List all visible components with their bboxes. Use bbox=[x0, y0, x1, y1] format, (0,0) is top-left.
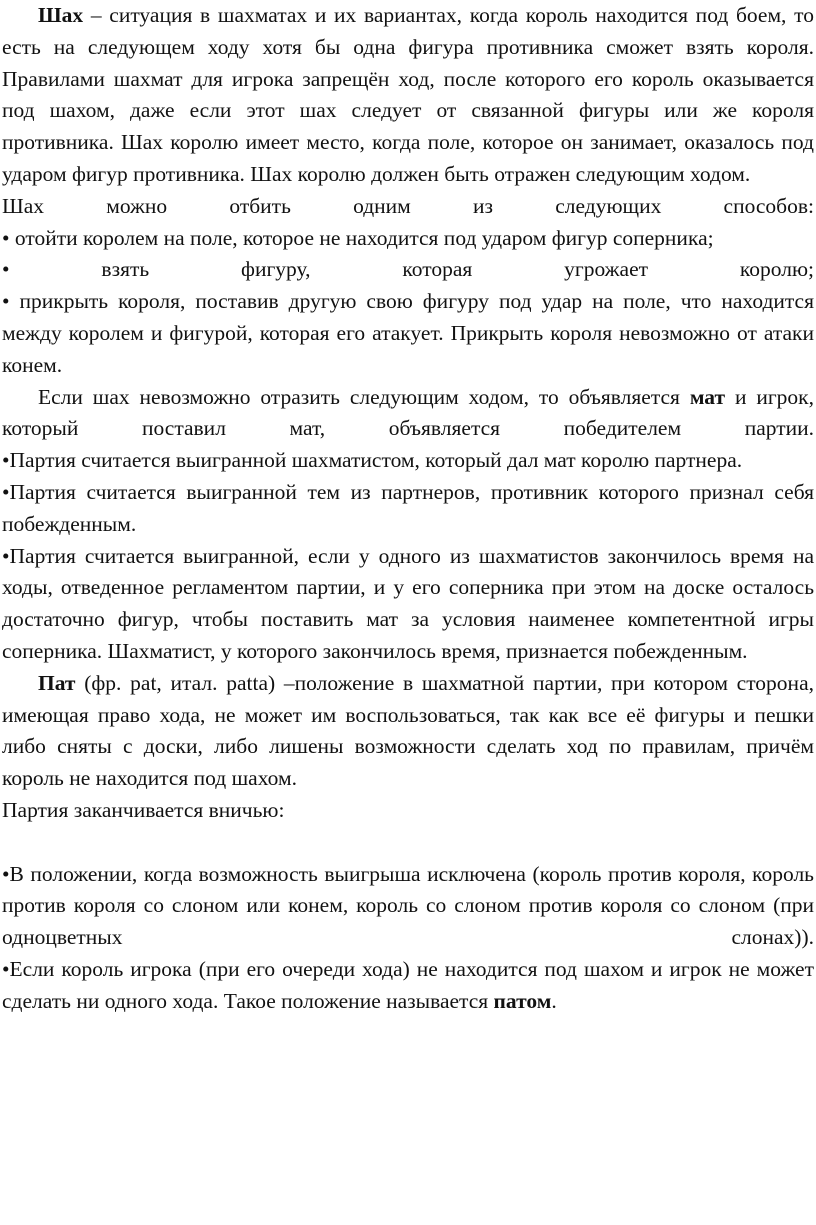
check-term: Шах bbox=[38, 3, 84, 27]
draw-rule-2-end: . bbox=[551, 988, 557, 1013]
mate-definition bbox=[2, 382, 814, 446]
draw-rule-1: •В положении, когда возможность выигрыша исключена (король против короля, король против короля со слоном или конем, король со слоном против короля со слоном (при одноцветных слонах)). bbox=[2, 861, 814, 950]
draw-rule-2-text: •Если король игрока (при его очереди хода) не находится под шахом и игрок не может сделать ни одного хода. Такое положение называется bbox=[2, 956, 814, 1013]
mate-term: мат bbox=[689, 384, 726, 409]
check-way-1: • отойти королем на поле, которое не находится под ударом фигур соперника; bbox=[2, 225, 714, 250]
mate-intro-before: Если шах невозможно отразить следующим ходом, то объявляется bbox=[38, 384, 690, 409]
check-definition-text: – ситуация в шахматах и их вариантах, когда король находится под боем, то есть на следующем ходу хотя бы одна фигура противника сможет взять короля. Правилами шахмат для игрока запрещён ход, после которого его король оказывается под шахом, даже если этот шах следует от связанной фигуры или же короля противника. Шах королю имеет место, когда поле, которое он занимает, оказалось под ударом фигур противника. Шах королю должен быть отражен следующим ходом. bbox=[2, 3, 814, 186]
check-ways-intro: Шах можно отбить одним из следующих способов: bbox=[2, 193, 814, 218]
stalemate-term-bold: патом bbox=[493, 988, 552, 1013]
mate-rule-2: •Партия считается выигранной тем из партнеров, противник которого признал себя побежденным. bbox=[2, 479, 814, 536]
draw-rule-2 bbox=[2, 954, 814, 1018]
draw-intro: Партия заканчивается вничью: bbox=[2, 797, 285, 822]
stalemate-term: Пат bbox=[38, 670, 76, 695]
check-way-3: • прикрыть короля, поставив другую свою фигуру под удар на поле, что находится между королем и фигурой, которая его атакует. Прикрыть короля невозможно от атаки конем. bbox=[2, 289, 814, 377]
mate-rule-3: •Партия считается выигранной, если у одного из шахматистов закончилось время на ходы, отведенное регламентом партии, и у его соперника при этом на доске осталось достаточно фигур, чтобы поставить мат за условия наименее компетентной игры соперника. Шахматист, у которого закончилось время, признается побежденным. bbox=[2, 543, 814, 663]
stalemate-definition bbox=[2, 668, 814, 795]
check-definition bbox=[2, 0, 814, 191]
mate-intro-after: и игрок, который поставил мат, объявляется победителем партии. bbox=[2, 384, 815, 441]
check-way-2: • взять фигуру, которая угрожает королю; bbox=[2, 257, 814, 282]
stalemate-definition-text: (фр. pat, итал. patta) –положение в шахматной партии, при котором сторона, имеющая право хода, не может им воспользоваться, так как все её фигуры и пешки либо сняты с доски, либо лишены возможности сделать ход по правилам, причём король не находится под шахом. bbox=[2, 670, 814, 791]
mate-rule-1: •Партия считается выигранной шахматистом, который дал мат королю партнера. bbox=[2, 448, 743, 473]
blank-line bbox=[2, 827, 814, 859]
